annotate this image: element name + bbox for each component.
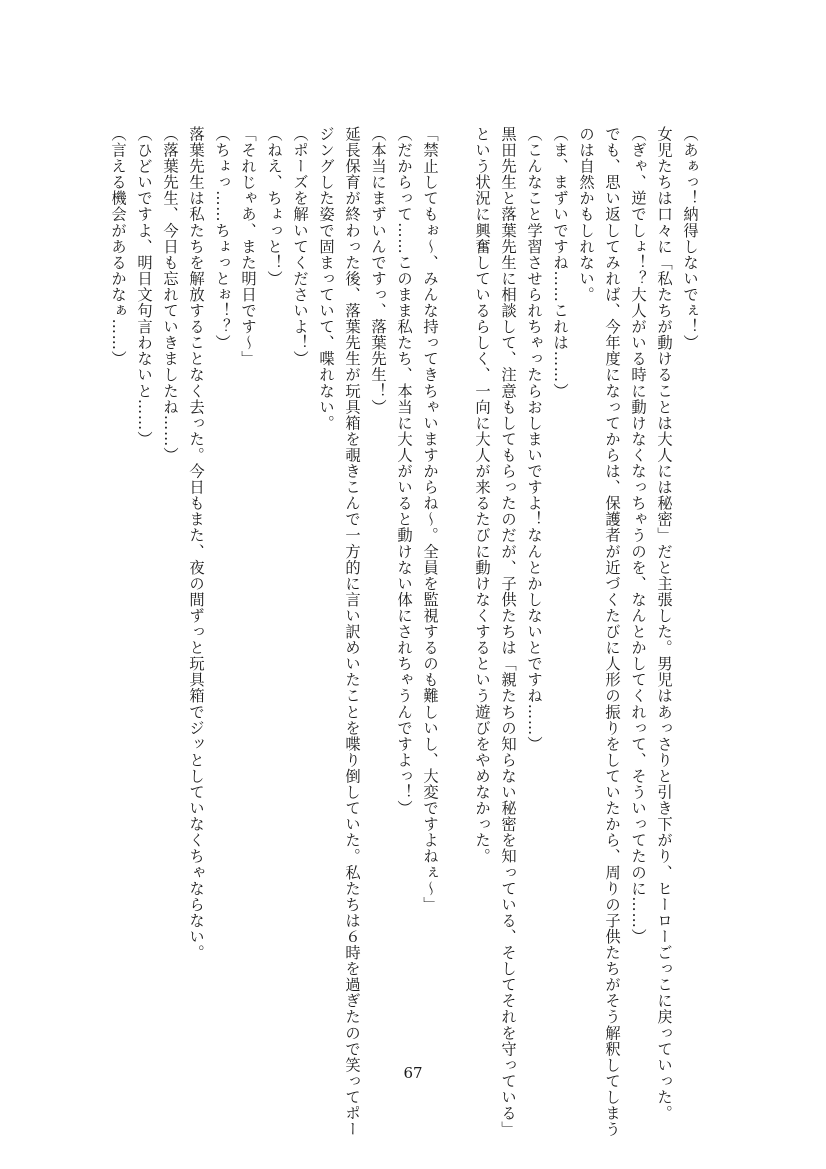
text-line: （ポーズを解いてくださいよ！） [291,126,309,367]
text-line: ジングした姿で固まっていて、喋れない。 [317,126,335,431]
text-line: 黒田先生と落葉先生に相談して、注意もしてもらったのだが、子供たちは「親たちの知らない秘密を知っている、そしてそれを守っている」 [499,126,517,1138]
text-line: 落葉先生は私たちを解放することなく去った。今日もまた、夜の間ずっと玩具箱でジッとしていなくちゃならない。 [187,126,205,961]
text-line: （落葉先生、今日も忘れていきましたね……） [161,126,179,464]
text-line: （ま、まずいですね……これは……） [551,126,569,399]
page-number: 67 [403,1064,423,1082]
text-line: （本当にまずいんですっ、落葉先生！） [369,126,387,415]
text-line: でも、思い返してみれば、今年度になってからは、保護者が近づくたびに人形の振りをしていたから、周りの子供たちがそう解釈してしまう [603,126,621,1138]
text-line: （あぁっ！納得しないでぇ！） [681,126,699,351]
text-line: （だからって……このまま私たち、本当に大人がいると動けない体にされちゃうんですよっ！） [395,126,413,817]
text-line: （ちょっ……ちょっとぉ！？） [213,126,231,351]
text-line: のは自然かもしれない。 [577,126,595,303]
text-line: （ぎゃ、逆でしょ！？大人がいる時に動けなくなっちゃうのを、なんとかしてくれって、そういってたのに……） [629,126,647,945]
text-line: 「それじゃあ、また明日です～」 [239,126,257,367]
text-line: 女児たちは口々に「私たちが動けることは大人には秘密」だと主張した。男児はあっさりと引き下がり、ヒーローごっこに戻っていった。 [655,126,673,1122]
text-line: （ひどいですよ、明日文句言わないと……） [135,126,153,447]
text-line: （ねえ、ちょっと！） [265,126,283,287]
text-line: 延長保育が終わった後、落葉先生が玩具箱を覗きこんで一方的に言い訳めいたことを喋り倒していた。私たちは６時を過ぎたので笑ってポー [343,126,361,1138]
text-line: という状況に興奮しているらしく、一向に大人が来るたびに動けなくするという遊びをやめなかった。 [473,126,491,865]
text-line: （こんなこと学習させられちゃったらおしまいですよ！なんとかしないとですね……） [525,126,543,752]
text-line: （言える機会があるかなぁ……） [109,126,127,367]
text-line: 「禁止してもぉ～、みんな持ってきちゃいますからね～。全員を監視するのも難しいし、大変ですよねぇ～」 [421,126,439,913]
